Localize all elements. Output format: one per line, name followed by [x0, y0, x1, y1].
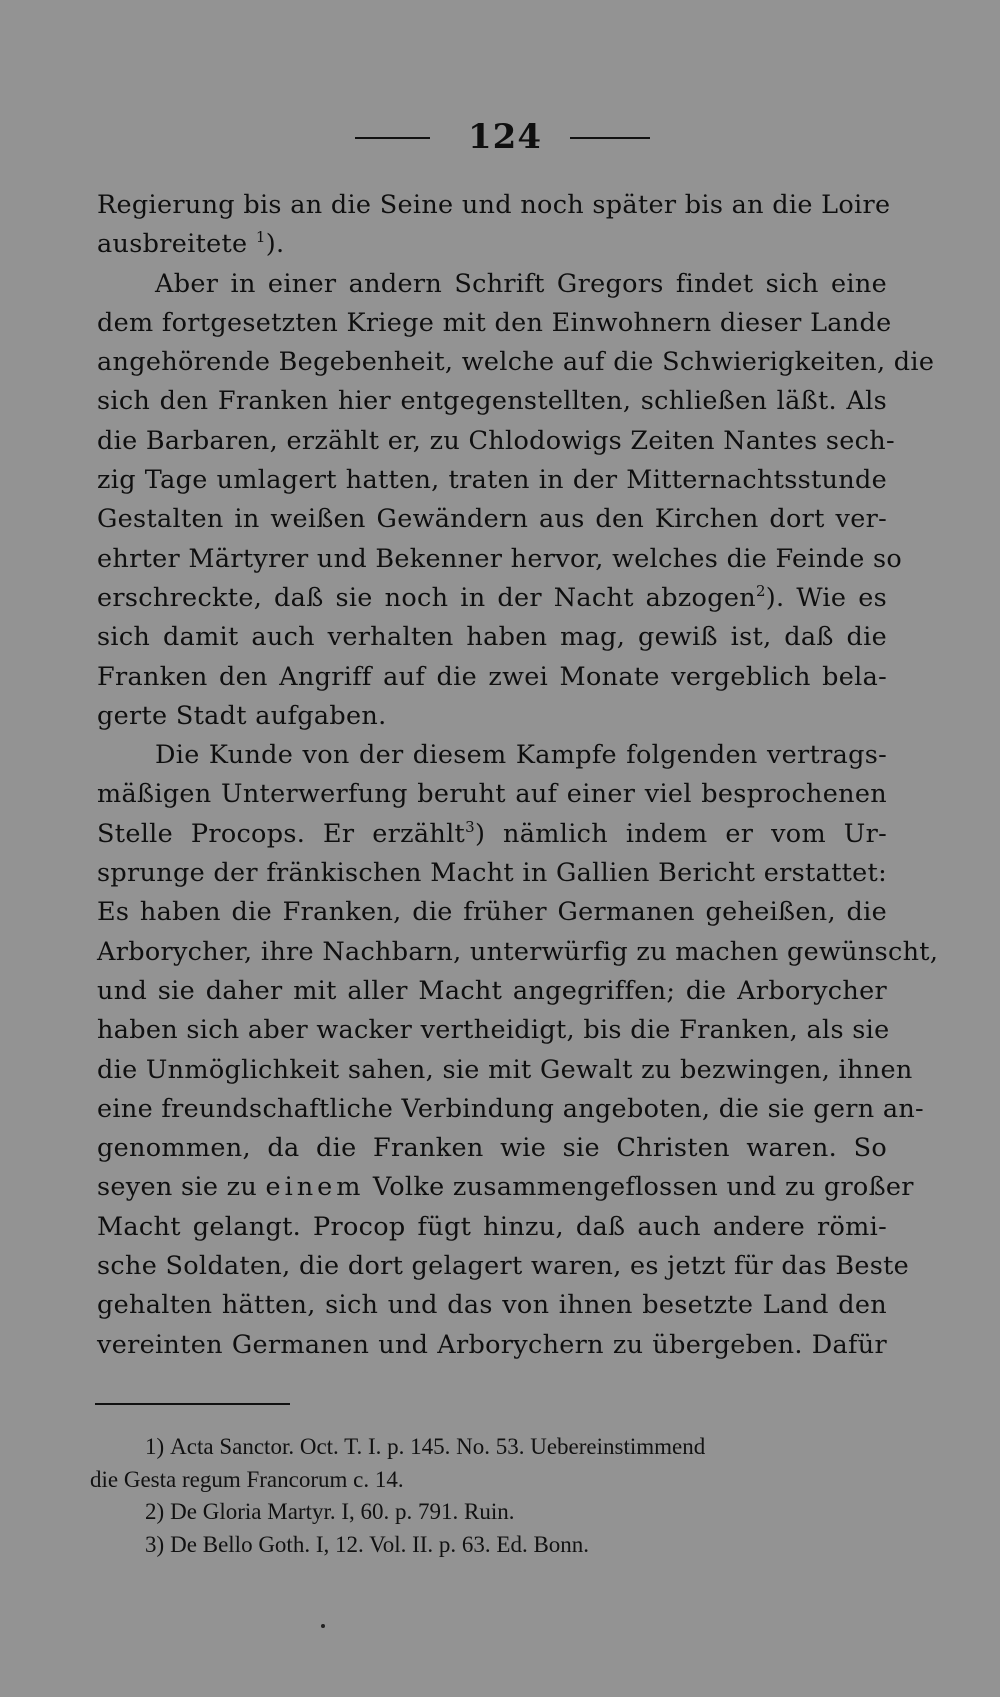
text-line: Aber in einer andern Schrift Gregors findet sich eine — [155, 268, 887, 299]
text-line: die Barbaren, erzählt er, zu Chlodowigs Zeiten Nantes sech- — [97, 425, 895, 456]
text-fragment: seyen sie zu — [97, 1172, 266, 1203]
text-line — [97, 579, 887, 618]
page-number: 124 — [468, 117, 542, 157]
text-line: genommen, da die Franken wie sie Christen waren. So — [97, 1133, 887, 1164]
footnote — [90, 1496, 890, 1529]
text-line: und sie daher mit aller Macht angegriffen; die Arborycher — [97, 975, 887, 1006]
text-line: sich damit auch verhalten haben mag, gewiß ist, daß die — [97, 622, 887, 653]
text-line: eine freundschaftliche Verbindung angeboten, die sie gern an- — [97, 1093, 924, 1124]
footnote — [90, 1431, 890, 1464]
emphasized-word: einem — [265, 1172, 365, 1203]
footnote-text: Acta Sanctor. Oct. T. I. p. 145. No. 53. Uebereinstimmend — [170, 1434, 706, 1459]
print-speck — [321, 1624, 325, 1628]
footnote-text: die Gesta regum Francorum c. 14. — [90, 1466, 404, 1492]
footnotes — [90, 1431, 890, 1561]
footnote — [90, 1529, 890, 1562]
footnote-ref: 1 — [255, 228, 266, 247]
page-header — [0, 112, 1000, 162]
text-line: Macht gelangt. Procop fügt hinzu, daß auch andere römi- — [97, 1211, 887, 1242]
text-line: vereinten Germanen und Arborychern zu übergeben. Dafür — [97, 1329, 887, 1360]
text-line: Es haben die Franken, die früher Germanen geheißen, die — [97, 897, 887, 928]
body-text — [97, 186, 939, 1365]
text-line: sich den Franken hier entgegenstellten, schließen läßt. Als — [97, 386, 887, 417]
text-line: zig Tage umlagert hatten, traten in der Mitternachtsstunde — [97, 465, 887, 496]
text-line: sche Soldaten, die dort gelagert waren, es jetzt für das Beste — [97, 1251, 910, 1282]
text-fragment: ausbreitete — [97, 229, 256, 260]
footnote-ref: 3 — [465, 817, 475, 836]
header-rule-right — [570, 137, 650, 139]
text-line — [97, 1168, 914, 1207]
text-line: Franken den Angriff auf die zwei Monate vergeblich bela- — [97, 661, 887, 692]
text-line: Gestalten in weißen Gewändern aus den Kirchen dort ver- — [97, 504, 887, 535]
text-line — [97, 225, 887, 264]
text-line: angehörende Begebenheit, welche auf die Schwierigkeiten, die — [97, 347, 935, 378]
text-line: sprunge der fränkischen Macht in Gallien Bericht erstattet: — [97, 858, 887, 889]
footnote-text: De Gloria Martyr. I, 60. p. 791. Ruin. — [170, 1499, 515, 1524]
footnote-mark: 3) — [145, 1531, 165, 1557]
text-line: gehalten hätten, sich und das von ihnen besetzte Land den — [97, 1290, 887, 1321]
footnote-text: De Bello Goth. I, 12. Vol. II. p. 63. Ed. Bonn. — [170, 1531, 590, 1557]
text-fragment: Stelle Procops. Er erzählt — [97, 818, 466, 849]
text-line — [97, 815, 887, 854]
footnote-mark: 1) — [145, 1434, 165, 1459]
text-line: ehrter Märtyrer und Bekenner hervor, welches die Feinde so — [97, 543, 903, 574]
text-fragment: ) nämlich indem er vom Ur- — [474, 818, 887, 849]
text-line: Regierung bis an die Seine und noch später bis an die Loire — [97, 190, 891, 220]
footnote-continuation — [90, 1464, 890, 1497]
footnote-ref: 2 — [755, 581, 766, 600]
text-fragment: ). Wie es — [765, 582, 887, 613]
text-line: haben sich aber wacker vertheidigt, bis die Franken, als sie — [97, 1015, 890, 1046]
text-fragment: ). — [265, 229, 285, 260]
text-line: gerte Stadt aufgaben. — [97, 700, 387, 731]
text-line: Arborycher, ihre Nachbarn, unterwürfig zu machen gewünscht, — [97, 936, 939, 967]
text-line: mäßigen Unterwerfung beruht auf einer viel besprochenen — [97, 779, 887, 810]
text-line: die Unmöglichkeit sahen, sie mit Gewalt zu bezwingen, ihnen — [97, 1054, 913, 1085]
header-rule-left — [355, 137, 430, 139]
footnote-mark: 2) — [145, 1499, 165, 1524]
text-line: Die Kunde von der diesem Kampfe folgenden vertrags- — [155, 740, 887, 771]
text-fragment: Volke zusammengeflossen und zu großer — [364, 1172, 914, 1203]
text-line: dem fortgesetzten Kriege mit den Einwohnern dieser Lande — [97, 307, 892, 338]
footnote-separator — [95, 1403, 290, 1405]
text-fragment: erschreckte, daß sie noch in der Nacht abzogen — [97, 582, 756, 613]
